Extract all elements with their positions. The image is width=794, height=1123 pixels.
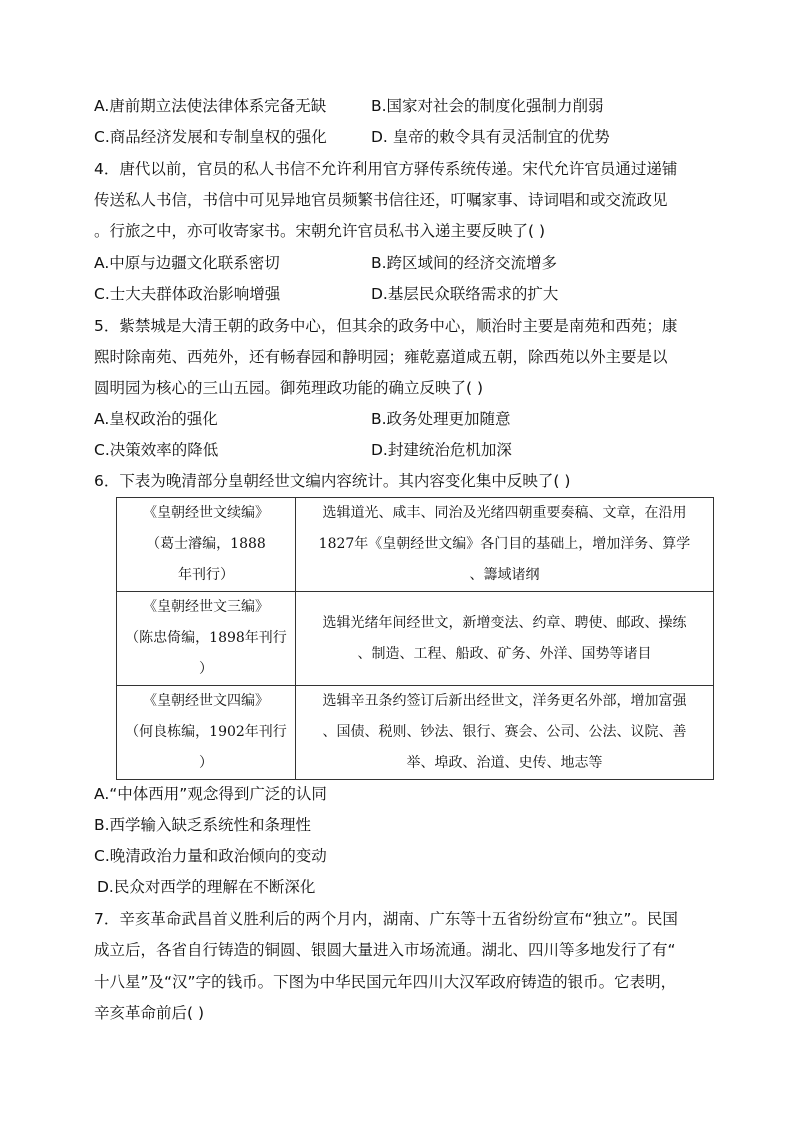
cell-text: 举、埠政、治道、史传、地志等 bbox=[406, 755, 603, 771]
q6-option-c[interactable]: C.晚清政治力量和政治倾向的变动 bbox=[94, 847, 327, 865]
q4-option-a[interactable]: A.中原与边疆文化联系密切 bbox=[94, 254, 280, 272]
q7-stem-line-1: 7．辛亥革命武昌首义胜利后的两个月内，湖南、广东等十五省纷纷宣布“独立”。民国 bbox=[94, 910, 678, 928]
q5-option-c[interactable]: C.决策效率的降低 bbox=[94, 441, 219, 459]
q4-stem-line-3: 。行旅之中，亦可收寄家书。宋朝允许官员私书入递主要反映了( ) bbox=[94, 222, 546, 240]
cell-text: 《皇朝经世文四编》 bbox=[143, 693, 269, 709]
q3-option-b[interactable]: B.国家对社会的制度化强制力削弱 bbox=[371, 97, 604, 115]
table-cell-content bbox=[296, 592, 714, 686]
cell-text: 1827年《皇朝经世文编》各门目的基础上，增加洋务、算学 bbox=[318, 536, 691, 552]
q7-stem-line-2: 成立后，各省自行铸造的铜圆、银圆大量进入市场流通。湖北、四川等多地发行了有“ bbox=[94, 941, 676, 959]
q6-option-a[interactable]: A.“中体西用”观念得到广泛的认同 bbox=[94, 785, 327, 803]
cell-text: （陈忠倚编，1898年刊行 bbox=[125, 630, 287, 646]
cell-text: 、籌域诸纲 bbox=[469, 567, 540, 583]
q6-option-d[interactable]: D.民众对西学的理解在不断深化 bbox=[97, 878, 316, 896]
q4-option-b[interactable]: B.跨区域间的经济交流增多 bbox=[371, 254, 558, 272]
q7-stem-line-3: 十八星”及“汉”字的钱币。下图为中华民国元年四川大汉军政府铸造的银币。它表明， bbox=[94, 973, 677, 991]
q6-stem: 6．下表为晚清部分皇朝经世文编内容统计。其内容变化集中反映了( ) bbox=[94, 472, 571, 490]
table-cell-content bbox=[296, 498, 714, 592]
q3-option-a[interactable]: A.唐前期立法使法律体系完备无缺 bbox=[94, 97, 327, 115]
q4-option-c[interactable]: C.士大夫群体政治影响增强 bbox=[94, 285, 281, 303]
q6-table bbox=[116, 497, 714, 780]
q3-option-d[interactable]: D. 皇帝的敕令具有灵活制宜的优势 bbox=[371, 128, 610, 146]
q4-stem-line-2: 传送私人书信，书信中可见异地官员频繁书信往还，叮嘱家事、诗词唱和或交流政见 bbox=[94, 191, 668, 209]
cell-text: 《皇朝经世文三编》 bbox=[143, 599, 269, 615]
table-row bbox=[117, 686, 714, 780]
cell-text: 、国债、税则、钞法、银行、赛会、公司、公法、议院、善 bbox=[322, 724, 687, 740]
table-cell-source bbox=[117, 498, 296, 592]
q5-option-d[interactable]: D.封建统治危机加深 bbox=[371, 441, 512, 459]
cell-text: 《皇朝经世文续编》 bbox=[143, 505, 269, 521]
cell-text: （葛士濬编，1888 bbox=[146, 536, 266, 552]
cell-text: ） bbox=[199, 661, 213, 677]
cell-text: ） bbox=[199, 755, 213, 771]
q6-option-b[interactable]: B.西学输入缺乏系统性和条理性 bbox=[94, 816, 312, 834]
q5-option-b[interactable]: B.政务处理更加随意 bbox=[371, 410, 511, 428]
cell-text: （何良栋编，1902年刊行 bbox=[125, 724, 287, 740]
table-row bbox=[117, 592, 714, 686]
q5-stem-line-2: 熙时除南苑、西苑外，还有畅春园和静明园；雍乾嘉道咸五朝，除西苑以外主要是以 bbox=[94, 348, 668, 366]
q5-stem-line-1: 5．紫禁城是大清王朝的政务中心，但其余的政务中心，顺治时主要是南苑和西苑；康 bbox=[94, 317, 678, 335]
q7-stem-line-4: 辛亥革命前后( ) bbox=[94, 1004, 205, 1022]
cell-text: 选辑辛丑条约签订后新出经世文，洋务更名外部，增加富强 bbox=[322, 693, 687, 709]
cell-text: 选辑道光、咸丰、同治及光绪四朝重要奏稿、文章，在沿用 bbox=[322, 505, 687, 521]
cell-text: 选辑光绪年间经世文，新增变法、约章、聘使、邮政、操练 bbox=[322, 614, 687, 631]
cell-text: 、制造、工程、船政、矿务、外洋、国势等诸目 bbox=[357, 645, 652, 662]
table-cell-source bbox=[117, 592, 296, 686]
q3-option-c[interactable]: C.商品经济发展和专制皇权的强化 bbox=[94, 128, 327, 146]
q4-option-d[interactable]: D.基层民众联络需求的扩大 bbox=[371, 285, 559, 303]
table-cell-source bbox=[117, 686, 296, 780]
cell-text: 年刊行） bbox=[178, 567, 234, 583]
table-row bbox=[117, 498, 714, 592]
q5-option-a[interactable]: A.皇权政治的强化 bbox=[94, 410, 218, 428]
table-cell-content bbox=[296, 686, 714, 780]
q4-stem-line-1: 4．唐代以前，官员的私人书信不允许利用官方驿传系统传递。宋代允许官员通过递铺 bbox=[94, 160, 678, 178]
q5-stem-line-3: 圆明园为核心的三山五园。御苑理政功能的确立反映了( ) bbox=[94, 379, 484, 397]
